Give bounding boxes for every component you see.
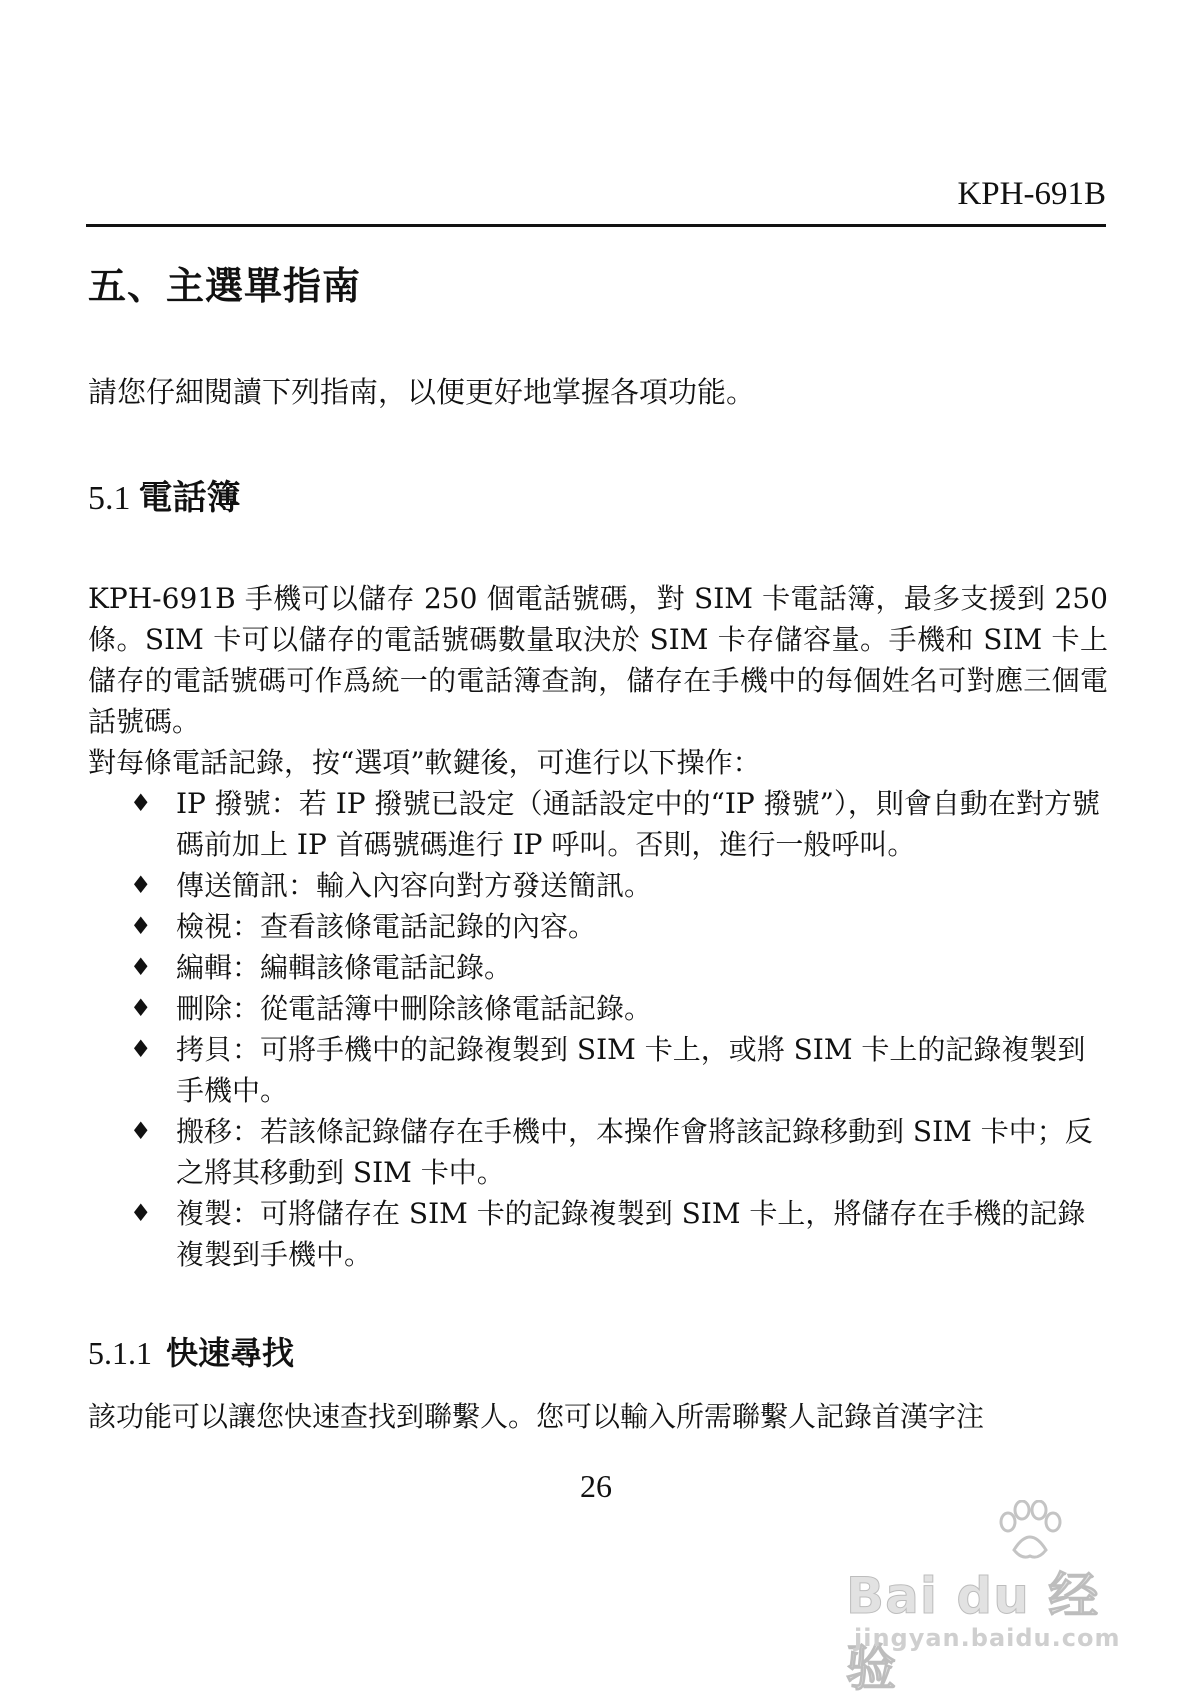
- list-item: [88, 1029, 1108, 1111]
- subsection-text: 該功能可以讓您快速查找到聯繫人。您可以輸入所需聯繫人記錄首漢字注: [88, 1400, 985, 1433]
- diamond-bullet-icon: ♦: [130, 871, 152, 899]
- page-number: 26: [580, 1468, 612, 1504]
- paw-logo-icon: [994, 1500, 1066, 1562]
- diamond-bullet-icon: ♦: [130, 912, 152, 940]
- baidu-watermark: [846, 1500, 1146, 1697]
- option-text: 傳送簡訊：輸入內容向對方發送簡訊。: [176, 869, 653, 902]
- header-rule: [86, 224, 1106, 227]
- chapter-title: 五、主選單指南: [88, 264, 362, 308]
- options-list: [88, 783, 1108, 1275]
- option-text: 搬移：若該條記錄儲存在手機中，本操作會將該記錄移動到 SIM 卡中；反之將其移動到 SIM 卡中。: [176, 1115, 1093, 1189]
- list-item: [88, 865, 1108, 906]
- option-text: 複製：可將儲存在 SIM 卡的記錄複製到 SIM 卡上，將儲存在手機的記錄複製到手機中。: [176, 1197, 1086, 1271]
- watermark-url: jingyan.baidu.com: [854, 1624, 1121, 1652]
- body-paragraph: 對每條電話記錄，按“選項”軟鍵後，可進行以下操作：: [88, 746, 761, 779]
- diamond-bullet-icon: ♦: [130, 953, 152, 981]
- section-title: 電話簿: [138, 478, 241, 518]
- option-text: 拷貝：可將手機中的記錄複製到 SIM 卡上，或將 SIM 卡上的記錄複製到手機中。: [176, 1033, 1086, 1107]
- subsection-title: 快速尋找: [166, 1334, 295, 1372]
- option-text: 檢視：查看該條電話記錄的內容。: [176, 910, 597, 943]
- subsection-number: 5.1.1: [88, 1335, 152, 1371]
- list-item: [88, 906, 1108, 947]
- diamond-bullet-icon: ♦: [130, 789, 152, 817]
- intro-text: 請您仔細閱讀下列指南，以便更好地掌握各項功能。: [88, 375, 756, 409]
- option-text: 編輯：編輯該條電話記錄。: [176, 951, 513, 984]
- watermark-brand: Bai du 经验: [846, 1567, 1100, 1697]
- option-text: 刪除：從電話簿中刪除該條電話記錄。: [176, 992, 653, 1025]
- list-item: [88, 947, 1108, 988]
- section-body: [88, 578, 1108, 1275]
- list-item: [88, 1193, 1108, 1275]
- list-item: [88, 1111, 1108, 1193]
- body-paragraph: KPH-691B 手機可以儲存 250 個電話號碼，對 SIM 卡電話簿，最多支援到 250 條。SIM 卡可以儲存的電話號碼數量取決於 SIM 卡存儲容量。手機和 SIM 卡上儲存的電話號碼可作爲統一的電話簿查詢，儲存在手機中的每個姓名可對應三個電話號碼。: [88, 582, 1108, 738]
- diamond-bullet-icon: ♦: [130, 994, 152, 1022]
- section-number: 5.1: [88, 480, 131, 517]
- diamond-bullet-icon: ♦: [130, 1035, 152, 1063]
- diamond-bullet-icon: ♦: [130, 1117, 152, 1145]
- list-item: [88, 988, 1108, 1029]
- section-heading: [88, 470, 241, 519]
- header-model: KPH-691B: [957, 176, 1106, 212]
- option-text: IP 撥號：若 IP 撥號已設定（通話設定中的“IP 撥號”），則會自動在對方號碼前加上 IP 首碼號碼進行 IP 呼叫。否則，進行一般呼叫。: [176, 787, 1100, 861]
- subsection-heading: [88, 1328, 294, 1374]
- diamond-bullet-icon: ♦: [130, 1199, 152, 1227]
- list-item: [88, 783, 1108, 865]
